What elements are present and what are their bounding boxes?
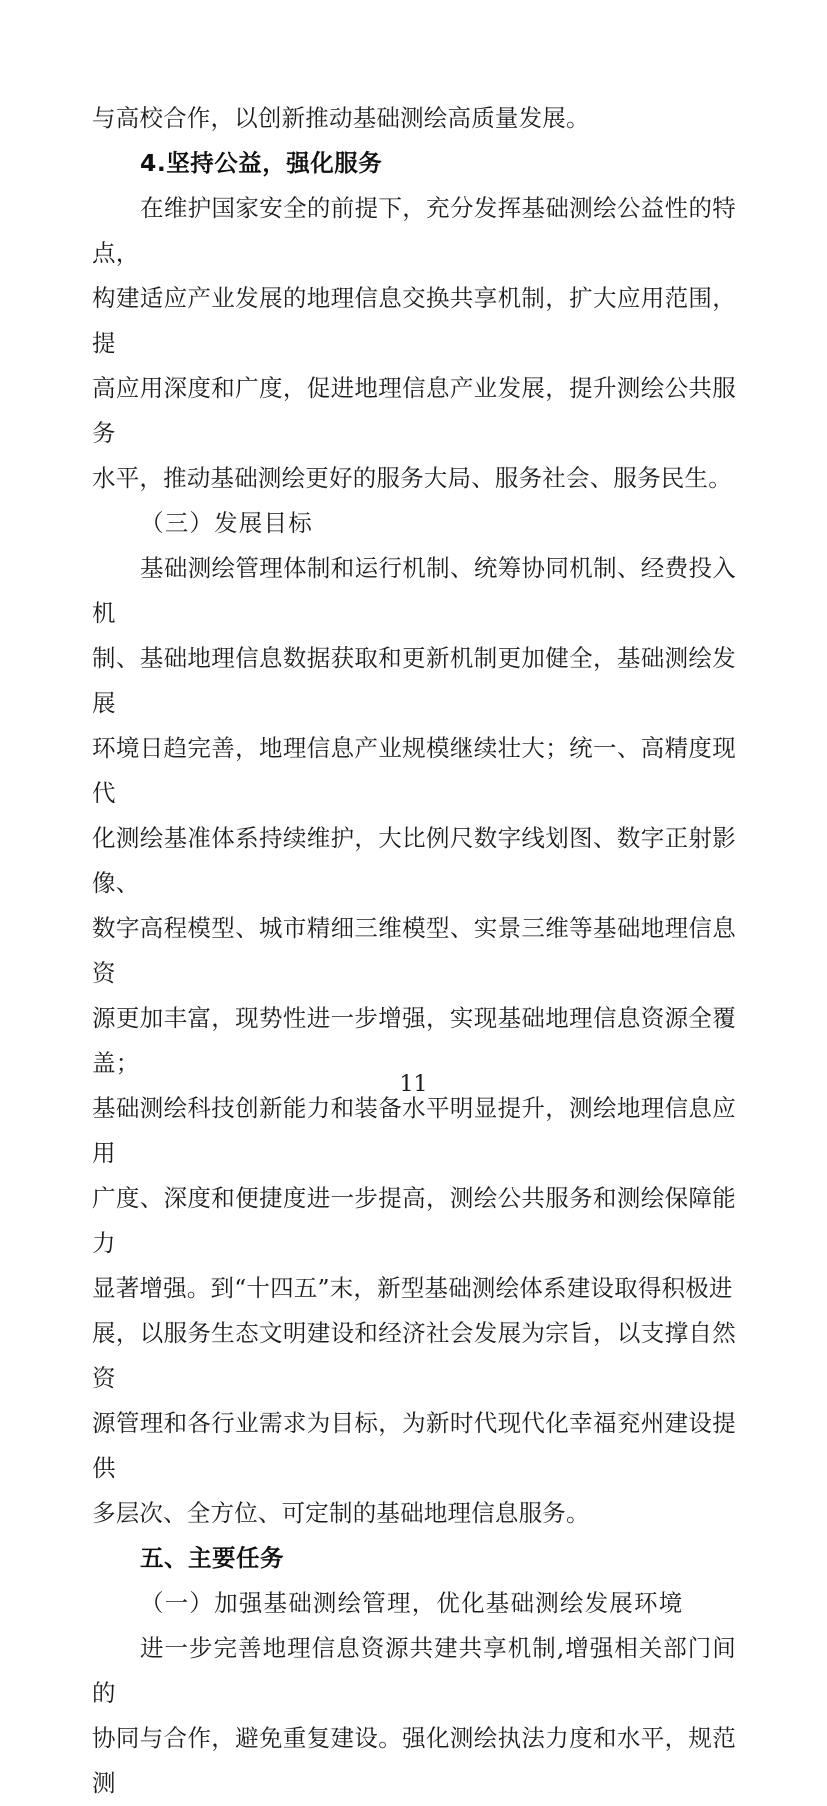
page-number: 11 <box>399 1072 428 1097</box>
heading-subsection-4: 4.坚持公益，强化服务 <box>140 149 383 177</box>
paragraph-line: 显著增强。到“十四五”末，新型基础测绘体系建设取得积极进 <box>92 1274 733 1302</box>
paragraph-line: 协同与合作，避免重复建设。强化测绘执法力度和水平，规范测 <box>92 1724 736 1797</box>
paragraph-line: 源更加丰富，现势性进一步增强，实现基础地理信息资源全覆盖； <box>92 1004 736 1077</box>
heading-item-three: （三）发展目标 <box>140 509 313 537</box>
page-content <box>92 96 736 1806</box>
paragraph-line: 多层次、全方位、可定制的基础地理信息服务。 <box>92 1499 590 1527</box>
paragraph-line: 数字高程模型、城市精细三维模型、实景三维等基础地理信息资 <box>92 914 736 987</box>
paragraph-line: 广度、深度和便捷度进一步提高，测绘公共服务和测绘保障能力 <box>92 1184 736 1257</box>
paragraph-line: 在维护国家安全的前提下，充分发挥基础测绘公益性的特点， <box>92 194 736 267</box>
paragraph-line: 制、基础地理信息数据获取和更新机制更加健全，基础测绘发展 <box>92 644 736 717</box>
paragraph-line: 基础测绘科技创新能力和装备水平明显提升，测绘地理信息应用 <box>92 1094 736 1167</box>
heading-item-one: （一）加强基础测绘管理，优化基础测绘发展环境 <box>140 1589 684 1617</box>
paragraph-line: 构建适应产业发展的地理信息交换共享机制，扩大应用范围，提 <box>92 284 736 357</box>
paragraph-line: 水平，推动基础测绘更好的服务大局、服务社会、服务民生。 <box>92 464 732 492</box>
paragraph-continuation-line: 与高校合作，以创新推动基础测绘高质量发展。 <box>92 104 590 132</box>
paragraph-line: 环境日趋完善，地理信息产业规模继续壮大；统一、高精度现代 <box>92 734 736 807</box>
paragraph-line: 源管理和各行业需求为目标，为新时代现代化幸福兖州建设提供 <box>92 1409 736 1482</box>
heading-section-five: 五、主要任务 <box>140 1544 284 1572</box>
paragraph-line: 进一步完善地理信息资源共建共享机制,增强相关部门间的 <box>92 1634 736 1707</box>
paragraph-line: 化测绘基准体系持续维护，大比例尺数字线划图、数字正射影像、 <box>92 824 736 897</box>
paragraph-line: 基础测绘管理体制和运行机制、统筹协同机制、经费投入机 <box>92 554 736 627</box>
paragraph-line: 高应用深度和广度，促进地理信息产业发展，提升测绘公共服务 <box>92 374 736 447</box>
paragraph-line: 展，以服务生态文明建设和经济社会发展为宗旨，以支撑自然资 <box>92 1319 736 1392</box>
